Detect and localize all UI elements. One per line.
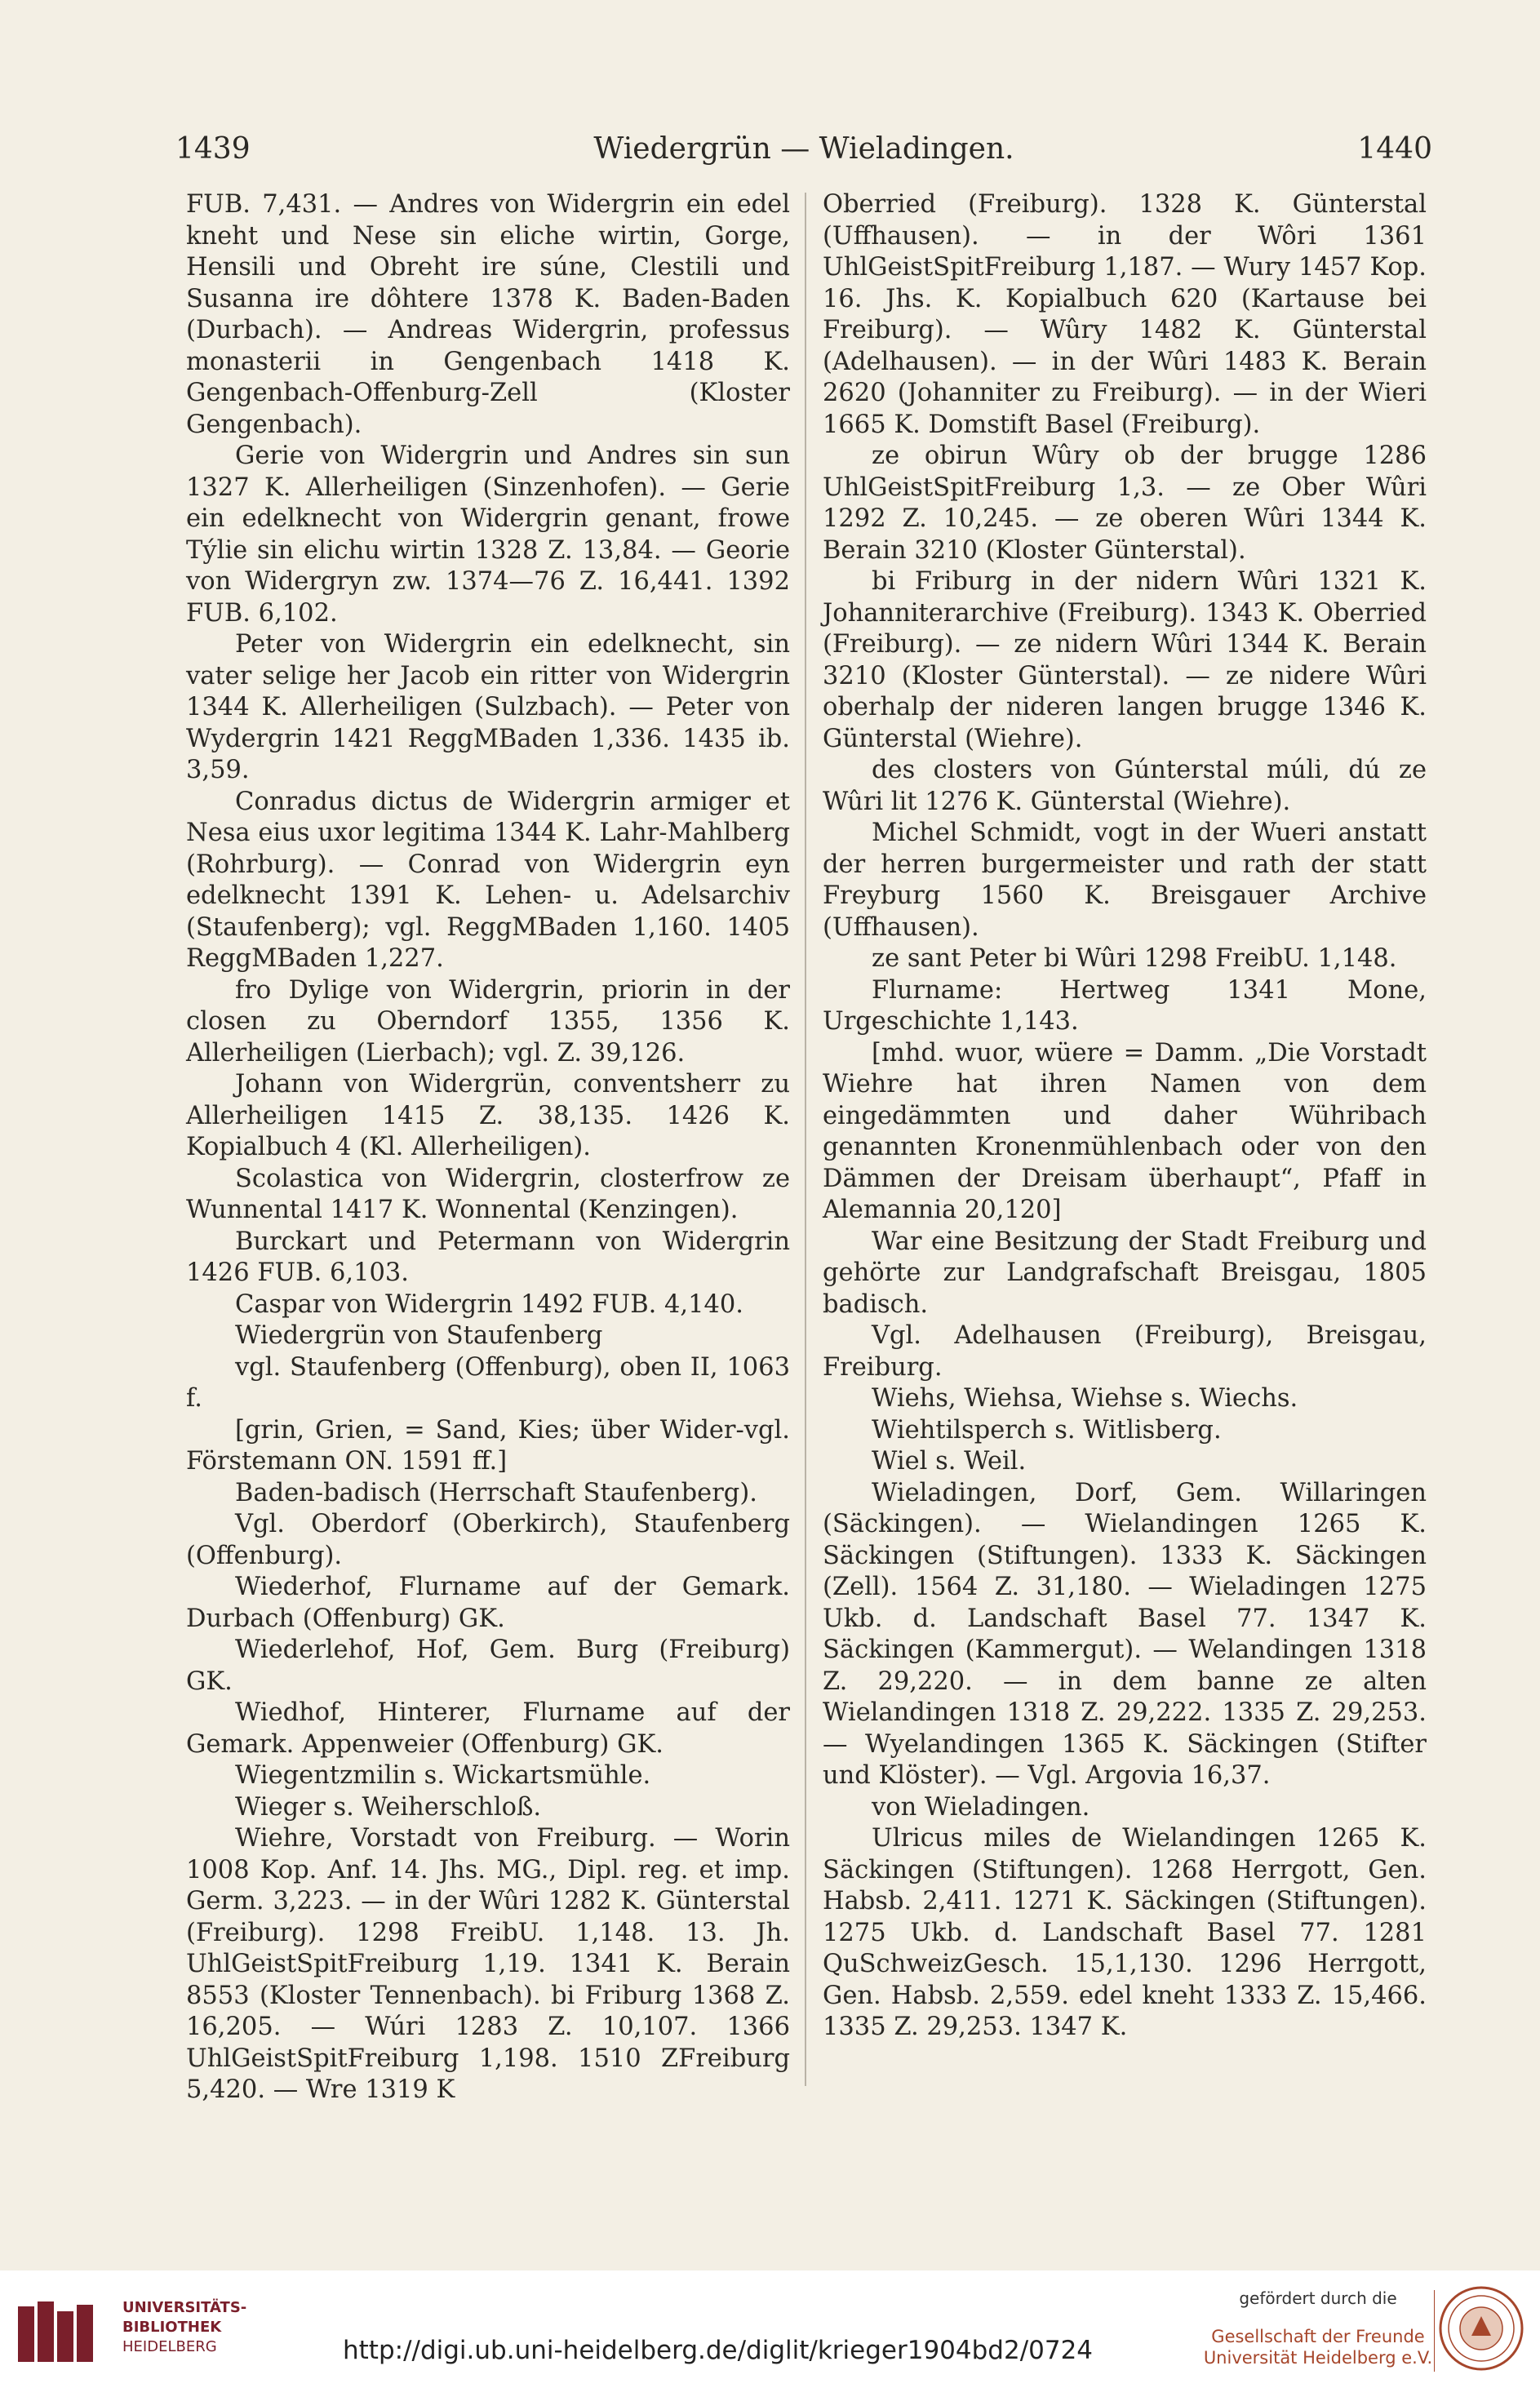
entry-paragraph: Vgl. Oberdorf (Oberkirch), Staufenberg (Offenburg).	[186, 1510, 790, 1570]
page-header	[175, 132, 1432, 170]
column-divider	[805, 193, 806, 2086]
entry-paragraph: Wiehtilsperch s. Witlisberg.	[872, 1415, 1222, 1445]
entry-paragraph: [mhd. wuor, wüere = Damm. „Die Vorstadt Wiehre hat ihren Namen von dem eingedämmten und daher Wühribach genannten Kronenmühlenbach oder von den Dämmen der Dreisam überhaupt“, Pfaff in Alemannia 20,120]	[823, 1038, 1427, 1224]
entry-paragraph: Baden-badisch (Herrschaft Staufenberg).	[235, 1478, 757, 1507]
entry-paragraph: Wiederlehof, Hof, Gem. Burg (Freiburg) GK.	[186, 1636, 790, 1696]
entry-paragraph: vgl. Staufenberg (Offenburg), oben II, 1063 f.	[186, 1352, 790, 1413]
page-number-left: 1439	[175, 132, 251, 166]
entry-paragraph: Wieger s. Weiherschloß.	[235, 1792, 542, 1822]
entry-paragraph: Gerie von Widergrin und Andres sin sun 1327 K. Allerheiligen (Sinzenhofen). — Gerie ein edelknecht von Widergrin genant, frowe Týlie sin elichu wirtin 1328 Z. 13,84. — Georie von Widergryn zw. 1374—76 Z. 16,441. 1392 FUB. 6,102.	[186, 442, 790, 628]
entry-paragraph: Ulricus miles de Wielandingen 1265 K. Säckingen (Stiftungen). 1268 Herrgott, Gen. Habsb. 2,411. 1271 K. Säckingen (Stiftungen). 1275 Ukb. d. Landschaft Basel 77. 1281 QuSchweizGesch. 15,1,130. 1296 Herrgott, Gen. Habsb. 2,559. edel kneht 1333 Z. 15,466. 1335 Z. 29,253. 1347 K.	[823, 1824, 1427, 2041]
entry-paragraph: Wiehre, Vorstadt von Freiburg. — Worin 1008 Kop. Anf. 14. Jhs. MG., Dipl. reg. et imp. Germ. 3,223. — in der Wûri 1282 K. Günterstal (Freiburg). 1298 FreibU. 1,148. 13. Jh. UhlGeistSpitFreiburg 1,19. 1341 K. Berain 8553 (Kloster Tennenbach). bi Friburg 1368 Z. 16,205. — Wúri 1283 Z. 10,107. 1366 UhlGeistSpitFreiburg 1,198. 1510 ZFreiburg 5,420. — Wre 1319 K	[186, 1824, 790, 2104]
entry-paragraph: Scolastica von Widergrin, closterfrow ze Wunnental 1417 K. Wonnental (Kenzingen).	[186, 1164, 790, 1224]
page-number-right: 1440	[1357, 132, 1432, 166]
entry-paragraph: ze obirun Wûry ob der brugge 1286 UhlGeistSpitFreiburg 1,3. — ze Ober Wûri 1292 Z. 10,245. — ze oberen Wûri 1344 K. Berain 3210 (Kloster Günterstal).	[823, 442, 1427, 565]
running-title: Wiedergrün — Wieladingen.	[593, 132, 1014, 166]
entry-paragraph: Burckart und Petermann von Widergrin 1426 FUB. 6,103.	[186, 1227, 790, 1287]
sponsor-credit: gefördert durch die Gesellschaft der Freunde Universität Heidelberg e.V.	[1203, 2288, 1433, 2368]
library-name: UNIVERSITÄTS- BIBLIOTHEK HEIDELBERG	[122, 2299, 247, 2355]
viewer-footer	[0, 2270, 1540, 2388]
entry-paragraph: Caspar von Widergrin 1492 FUB. 4,140.	[235, 1289, 744, 1319]
sponsor-divider	[1434, 2290, 1435, 2372]
entry-paragraph: Wiel s. Weil.	[872, 1447, 1027, 1476]
university-library-logo-icon	[13, 2295, 103, 2370]
entry-paragraph: Johann von Widergrün, conventsherr zu Allerheiligen 1415 Z. 38,135. 1426 K. Kopialbuch 4 (Kl. Allerheiligen).	[186, 1070, 790, 1161]
right-column	[823, 189, 1427, 2044]
permalink-url[interactable]: http://digi.ub.uni-heidelberg.de/diglit/krieger1904bd2/0724	[343, 2336, 1094, 2365]
entry-paragraph: Vgl. Adelhausen (Freiburg), Breisgau, Freiburg.	[823, 1321, 1427, 1382]
entry-paragraph: Wiederhof, Flurname auf der Gemark. Durbach (Offenburg) GK.	[186, 1573, 790, 1633]
left-column	[186, 189, 790, 2106]
entry-paragraph: [grin, Grien, = Sand, Kies; über Wider-vgl. Förstemann ON. 1591 ff.]	[186, 1415, 790, 1476]
society-seal-icon	[1438, 2285, 1524, 2372]
entry-paragraph: War eine Besitzung der Stadt Freiburg und gehörte zur Landgrafschaft Breisgau, 1805 badisch.	[823, 1227, 1427, 1319]
entry-paragraph: fro Dylige von Widergrin, priorin in der closen zu Oberndorf 1355, 1356 K. Allerheiligen (Lierbach); vgl. Z. 39,126.	[186, 975, 790, 1067]
entry-paragraph: ze sant Peter bi Wûri 1298 FreibU. 1,148.	[872, 944, 1397, 973]
entry-paragraph: Wieladingen, Dorf, Gem. Willaringen (Säckingen). — Wielandingen 1265 K. Säckingen (Stiftungen). 1333 K. Säckingen (Zell). 1564 Z. 31,180. — Wieladingen 1275 Ukb. d. Landschaft Basel 77. 1347 K. Säckingen (Kammergut). — Welandingen 1318 Z. 29,220. — in dem banne ze alten Wielandingen 1318 Z. 29,222. 1335 Z. 29,253. — Wyelandingen 1365 K. Säckingen (Stifter und Klöster). — Vgl. Argovia 16,37.	[823, 1478, 1427, 1790]
entry-paragraph: von Wieladingen.	[872, 1792, 1090, 1822]
entry-paragraph: Conradus dictus de Widergrin armiger et Nesa eius uxor legitima 1344 K. Lahr-Mahlberg (Rohrburg). — Conrad von Widergrin eyn edelknecht 1391 K. Lehen- u. Adelsarchiv (Staufenberg); vgl. ReggMBaden 1,160. 1405 ReggMBaden 1,227.	[186, 787, 790, 973]
entry-paragraph: Peter von Widergrin ein edelknecht, sin vater selige her Jacob ein ritter von Widergrin 1344 K. Allerheiligen (Sulzbach). — Peter von Wydergrin 1421 ReggMBaden 1,336. 1435 ib. 3,59.	[186, 630, 790, 784]
entry-paragraph: FUB. 7,431. — Andres von Widergrin ein edel kneht und Nese sin eliche wirtin, Gorge, Hensili und Obreht ire súne, Clestili und Susanna ire dôhtere 1378 K. Baden-Baden (Durbach). — Andreas Widergrin, professus monasterii in Gengenbach 1418 K. Gengenbach-Offenburg-Zell (Kloster Gengenbach).	[186, 190, 790, 439]
entry-paragraph: Wiedhof, Hinterer, Flurname auf der Gemark. Appenweier (Offenburg) GK.	[186, 1698, 790, 1759]
entry-paragraph: Michel Schmidt, vogt in der Wueri anstatt der herren burgermeister und rath der statt Freyburg 1560 K. Breisgauer Archive (Uffhausen).	[823, 819, 1427, 942]
entry-paragraph: Wiegentzmilin s. Wickartsmühle.	[235, 1761, 651, 1790]
entry-paragraph: des closters von Gúnterstal múli, dú ze Wûri lit 1276 K. Günterstal (Wiehre).	[823, 756, 1427, 816]
entry-paragraph: Oberried (Freiburg). 1328 K. Günterstal (Uffhausen). — in der Wôri 1361 UhlGeistSpitFreiburg 1,187. — Wury 1457 Kop. 16. Jhs. K. Kopialbuch 620 (Kartause bei Freiburg). — Wûry 1482 K. Günterstal (Adelhausen). — in der Wûri 1483 K. Berain 2620 (Johanniter zu Freiburg). — in der Wieri 1665 K. Domstift Basel (Freiburg).	[823, 190, 1427, 439]
entry-paragraph: Wiehs, Wiehsa, Wiehse s. Wiechs.	[872, 1384, 1298, 1413]
entry-paragraph: Wiedergrün von Staufenberg	[235, 1321, 603, 1350]
entry-paragraph: bi Friburg in der nidern Wûri 1321 K. Johanniterarchive (Freiburg). 1343 K. Oberried (Freiburg). — ze nidern Wûri 1344 K. Berain 3210 (Kloster Günterstal). — ze nidere Wûri oberhalp der nideren langen brugge 1346 K. Günterstal (Wiehre).	[823, 567, 1427, 753]
entry-paragraph: Flurname: Hertweg 1341 Mone, Urgeschichte 1,143.	[823, 975, 1427, 1036]
